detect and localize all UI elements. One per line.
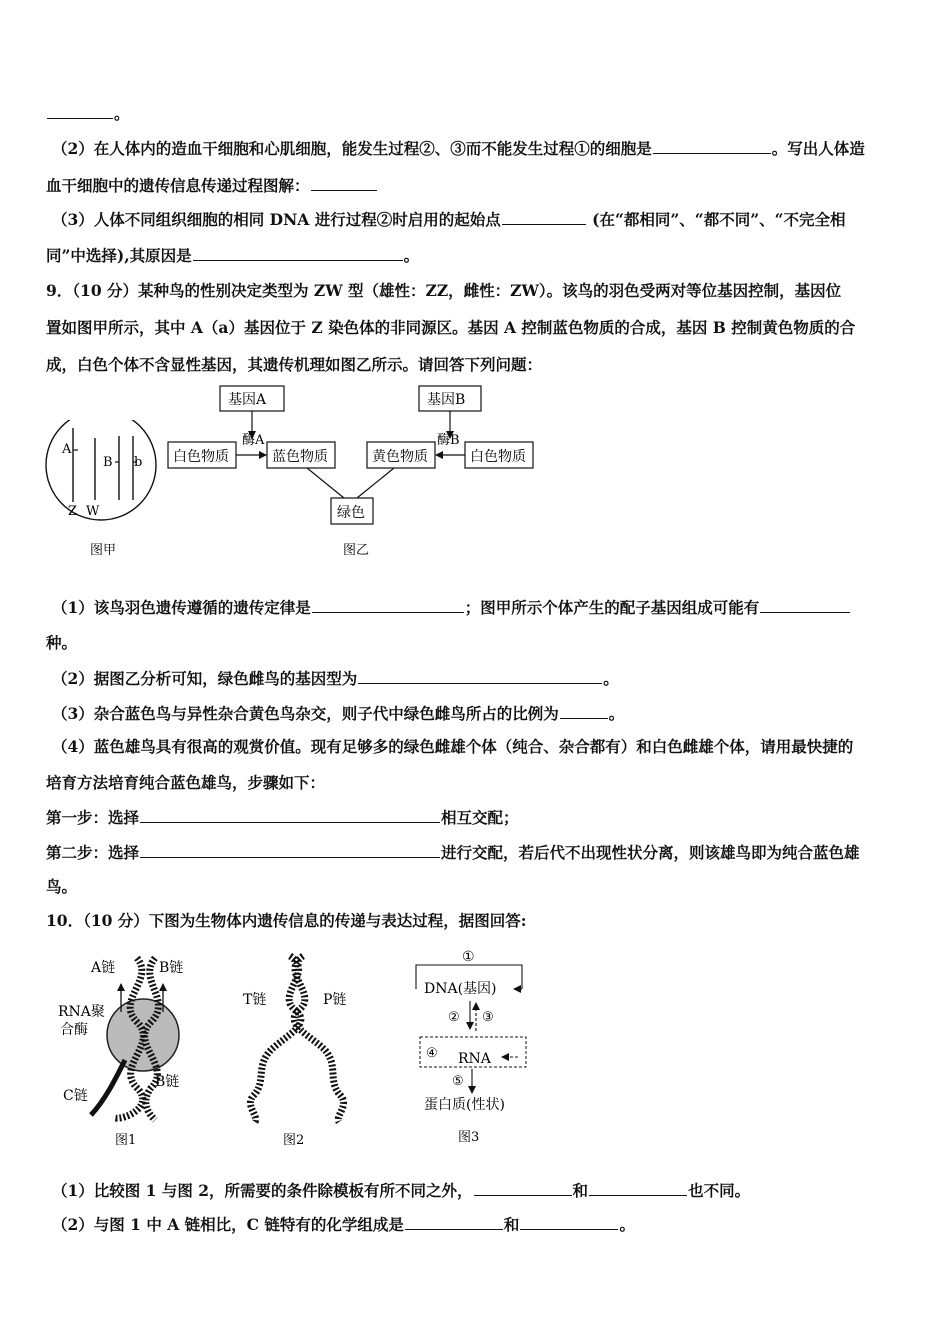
- q9-sub1-line2: 种。: [46, 633, 78, 652]
- chrom-z-label: Z: [68, 504, 78, 519]
- q9-sub3: （3）杂合蓝色鸟与异性杂合黄色鸟杂交，则子代中绿色雌鸟所占的比例为 。: [52, 704, 625, 723]
- q8-part2-line1: （2）在人体内的造血干细胞和心肌细胞，能发生过程②、③而不能发生过程①的细胞是 。写出人体造: [52, 139, 865, 158]
- svg-text:黄色物质: 黄色物质: [372, 449, 428, 465]
- figure-yi: [165, 382, 540, 562]
- q10-sub1: （1）比较图 1 与图 2，所需要的条件除模板有所不同之外， 和 也不同。: [52, 1181, 751, 1200]
- process-1-label: ①: [462, 949, 475, 965]
- svg-text:蓝色物质: 蓝色物质: [272, 449, 328, 465]
- p-chain-strand: [294, 956, 343, 1122]
- answer-blank[interactable]: [47, 103, 113, 119]
- q9-sub4-line1: （4）蓝色雄鸟具有很高的观赏价值。现有足够多的绿色雌雄个体（纯合、杂合都有）和白色雌雄个体，请用最快捷的: [52, 737, 854, 756]
- q8-line-0: 。: [46, 103, 130, 124]
- process-2-label: ②: [448, 1010, 460, 1025]
- dna-gene-label: DNA(基因): [424, 981, 497, 997]
- p-chain-label: P链: [323, 992, 347, 1008]
- rna-polymerase: [107, 999, 179, 1071]
- q8-part3-line2: 同”中选择),其原因是 。: [46, 246, 420, 265]
- svg-text:白色物质: 白色物质: [173, 449, 229, 465]
- figure-1: [55, 950, 215, 1150]
- q9-step2-cont: 鸟。: [46, 877, 78, 896]
- q9-sub1-line1: （1）该鸟羽色遗传遵循的遗传定律是 ；图甲所示个体产生的配子基因组成可能有: [52, 597, 851, 618]
- b-chain-bottom-label: B链: [155, 1074, 180, 1090]
- rna-label: RNA: [458, 1051, 491, 1067]
- answer-blank[interactable]: [358, 668, 602, 684]
- q9-sub2: （2）据图乙分析可知，绿色雌鸟的基因型为 。: [52, 669, 619, 688]
- answer-blank[interactable]: [312, 597, 464, 613]
- answer-blank[interactable]: [760, 597, 850, 613]
- chrom-w-label: W: [86, 504, 100, 519]
- rna-polymerase-label-2: 合酶: [60, 1022, 88, 1038]
- gene-a-label: A: [62, 442, 72, 457]
- t-chain-strand: [250, 956, 300, 1122]
- answer-blank[interactable]: [140, 807, 440, 823]
- process-4-label: ④: [426, 1046, 438, 1061]
- answer-blank[interactable]: [474, 1180, 572, 1196]
- q9-sub4-line2: 培育方法培育纯合蓝色雄鸟，步骤如下：: [46, 773, 326, 792]
- svg-text:基因A: 基因A: [228, 392, 267, 408]
- rna-polymerase-label-1: RNA聚: [58, 1004, 105, 1020]
- figure-jia: [40, 420, 164, 560]
- svg-text:基因B: 基因B: [427, 392, 466, 408]
- q8-part3-line1: （3）人体不同组织细胞的相同 DNA 进行过程②时启用的起始点 (在“都相同”、“都不同”、“不完全相: [52, 210, 846, 229]
- answer-blank[interactable]: [653, 138, 771, 154]
- answer-blank[interactable]: [193, 245, 403, 261]
- protein-label: 蛋白质(性状): [424, 1097, 505, 1113]
- q9-intro-line3: 成，白色个体不含显性基因，其遗传机理如图乙所示。请回答下列问题：: [46, 355, 543, 374]
- answer-blank[interactable]: [560, 703, 608, 719]
- answer-blank[interactable]: [502, 209, 586, 225]
- figure-1-caption: 图1: [115, 1133, 137, 1148]
- gene-b-label: B: [103, 455, 113, 470]
- answer-blank[interactable]: [520, 1214, 618, 1230]
- answer-blank[interactable]: [589, 1180, 687, 1196]
- process-3-label: ③: [482, 1010, 494, 1025]
- svg-text:绿色: 绿色: [337, 505, 365, 521]
- c-chain-label: C链: [63, 1088, 88, 1104]
- gene-b-lower-label: b: [134, 455, 143, 470]
- cell-circle: [46, 420, 156, 520]
- q10-sub2: （2）与图 1 中 A 链相比，C 链特有的化学组成是 和 。: [52, 1215, 635, 1234]
- svg-text:白色物质: 白色物质: [470, 449, 526, 465]
- q9-step2: 第二步：选择 进行交配，若后代不出现性状分离，则该雄鸟即为纯合蓝色雄: [46, 843, 860, 862]
- t-chain-label: T链: [243, 992, 267, 1008]
- enzyme-b-label: 酶B: [437, 433, 460, 448]
- figure-yi-caption: 图乙: [343, 543, 370, 558]
- q8-part2-line2: 血干细胞中的遗传信息传递过程图解：: [46, 175, 378, 196]
- figure-3-caption: 图3: [458, 1130, 480, 1145]
- figure-3: [408, 945, 543, 1150]
- answer-blank[interactable]: [311, 175, 377, 191]
- a-chain-label: A链: [91, 960, 116, 976]
- b-chain-top-label: B链: [159, 960, 184, 976]
- q10-intro: 10．（10 分）下图为生物体内遗传信息的传递与表达过程，据图回答:: [46, 911, 527, 930]
- q9-intro-line2: 置如图甲所示，其中 A（a）基因位于 Z 染色体的非同源区。基因 A 控制蓝色物质的合成，基因 B 控制黄色物质的合: [46, 318, 856, 337]
- answer-blank[interactable]: [405, 1214, 503, 1230]
- process-5-label: ⑤: [452, 1074, 464, 1089]
- figure-2-caption: 图2: [283, 1133, 305, 1148]
- enzyme-a-label: 酶A: [242, 433, 265, 448]
- q9-step1: 第一步：选择 相互交配；: [46, 808, 519, 827]
- c-chain-strand: [91, 1060, 125, 1115]
- figure-2: [235, 950, 365, 1150]
- answer-blank[interactable]: [140, 842, 440, 858]
- q9-intro-line1: 9．（10 分）某种鸟的性别决定类型为 ZW 型（雄性：ZZ，雌性：ZW）。该鸟的羽色受两对等位基因控制，基因位: [46, 281, 842, 300]
- figure-jia-caption: 图甲: [90, 543, 117, 558]
